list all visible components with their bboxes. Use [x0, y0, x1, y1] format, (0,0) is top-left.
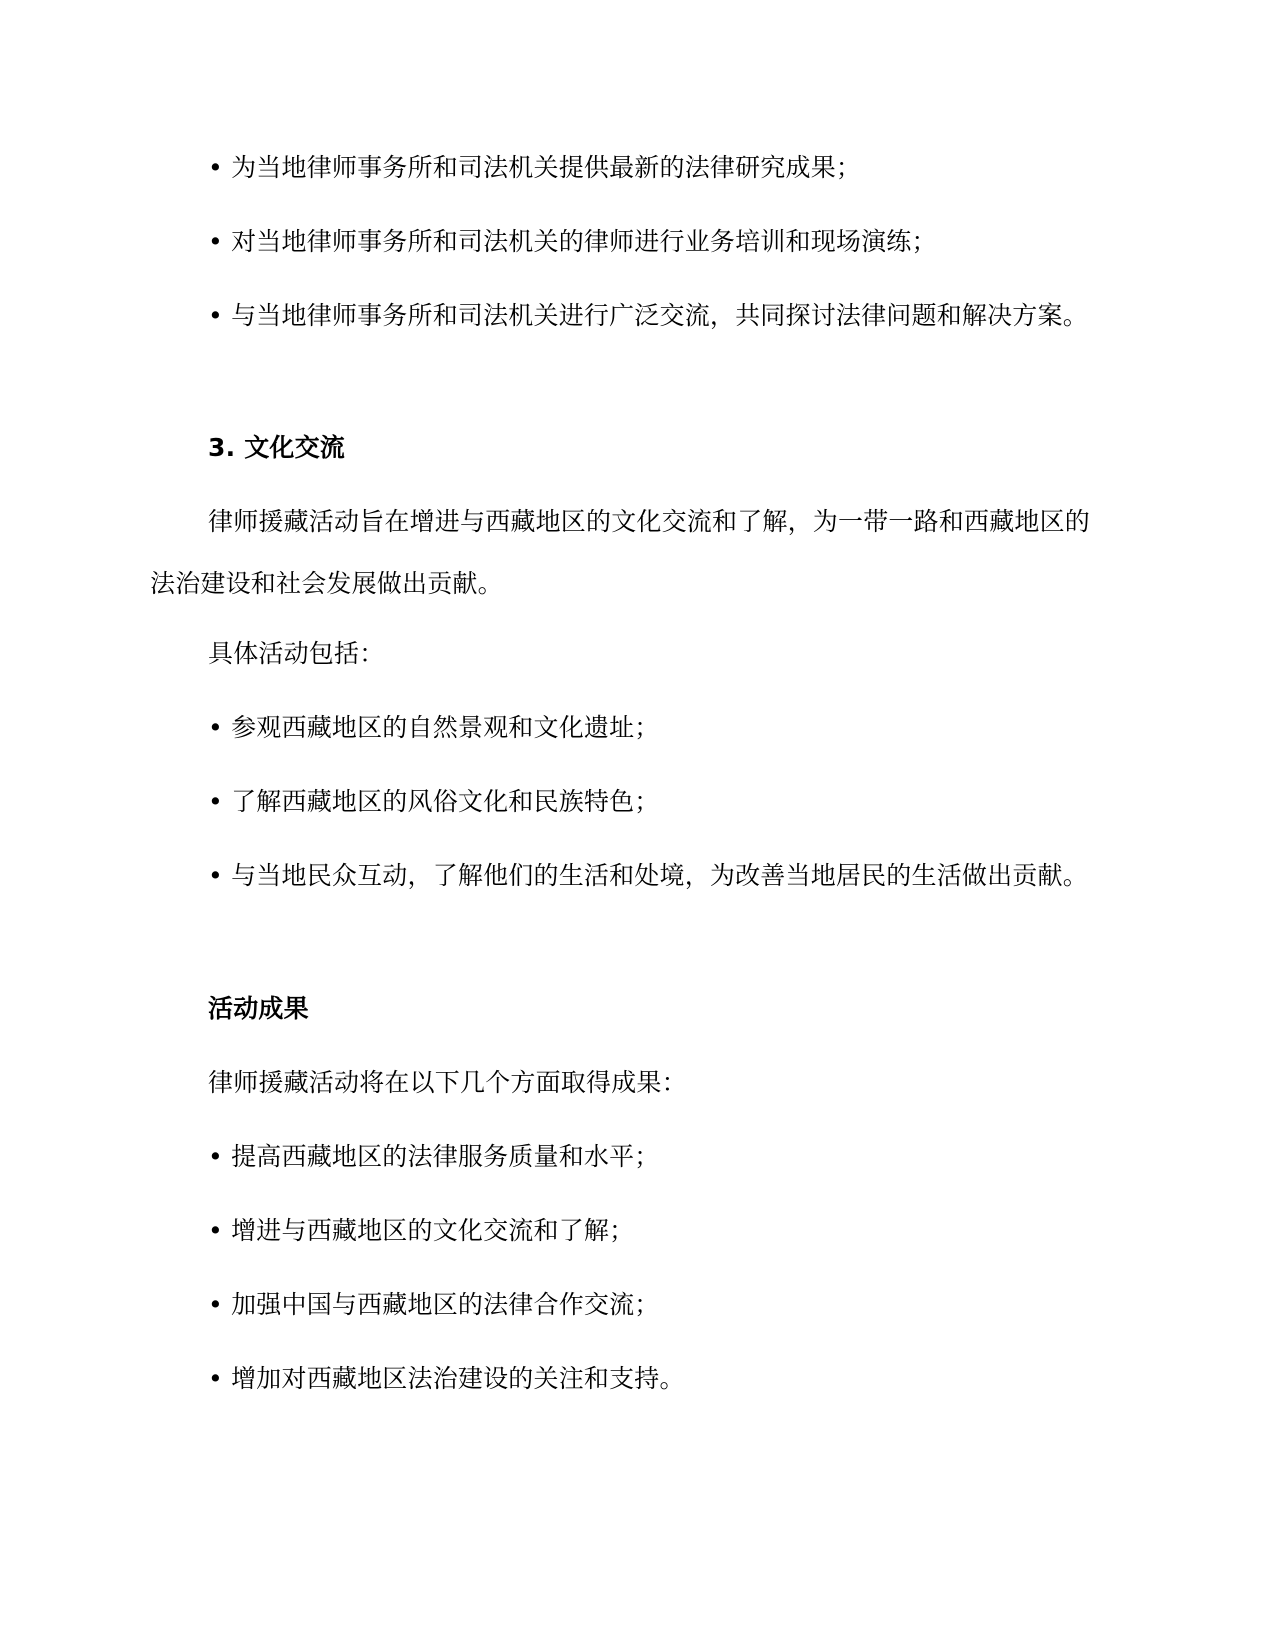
paragraph: 律师援藏活动将在以下几个方面取得成果：	[208, 1068, 687, 1097]
bullet-item: • 为当地律师事务所和司法机关提供最新的法律研究成果；	[208, 153, 862, 182]
bullet-item: • 加强中国与西藏地区的法律合作交流；	[208, 1290, 660, 1319]
bullet-item: • 增进与西藏地区的文化交流和了解；	[208, 1216, 635, 1245]
bullet-item: • 与当地民众互动，了解他们的生活和处境，为改善当地居民的生活做出贡献。	[208, 861, 1088, 890]
paragraph: 具体活动包括：	[208, 639, 385, 668]
bullet-item: • 参观西藏地区的自然景观和文化遗址；	[208, 713, 660, 742]
bullet-item: • 了解西藏地区的风俗文化和民族特色；	[208, 787, 660, 816]
bullet-item: • 与当地律师事务所和司法机关进行广泛交流，共同探讨法律问题和解决方案。	[208, 301, 1088, 330]
bullet-item: • 对当地律师事务所和司法机关的律师进行业务培训和现场演练；	[208, 227, 937, 256]
bullet-item: • 增加对西藏地区法治建设的关注和支持。	[208, 1364, 685, 1393]
section-heading: 活动成果	[208, 994, 309, 1023]
section-heading: 3. 文化交流	[208, 433, 345, 462]
paragraph: 律师援藏活动旨在增进与西藏地区的文化交流和了解，为一带一路和西藏地区的法治建设和社会发展做出贡献。	[150, 507, 1091, 598]
bullet-item: • 提高西藏地区的法律服务质量和水平；	[208, 1142, 660, 1171]
